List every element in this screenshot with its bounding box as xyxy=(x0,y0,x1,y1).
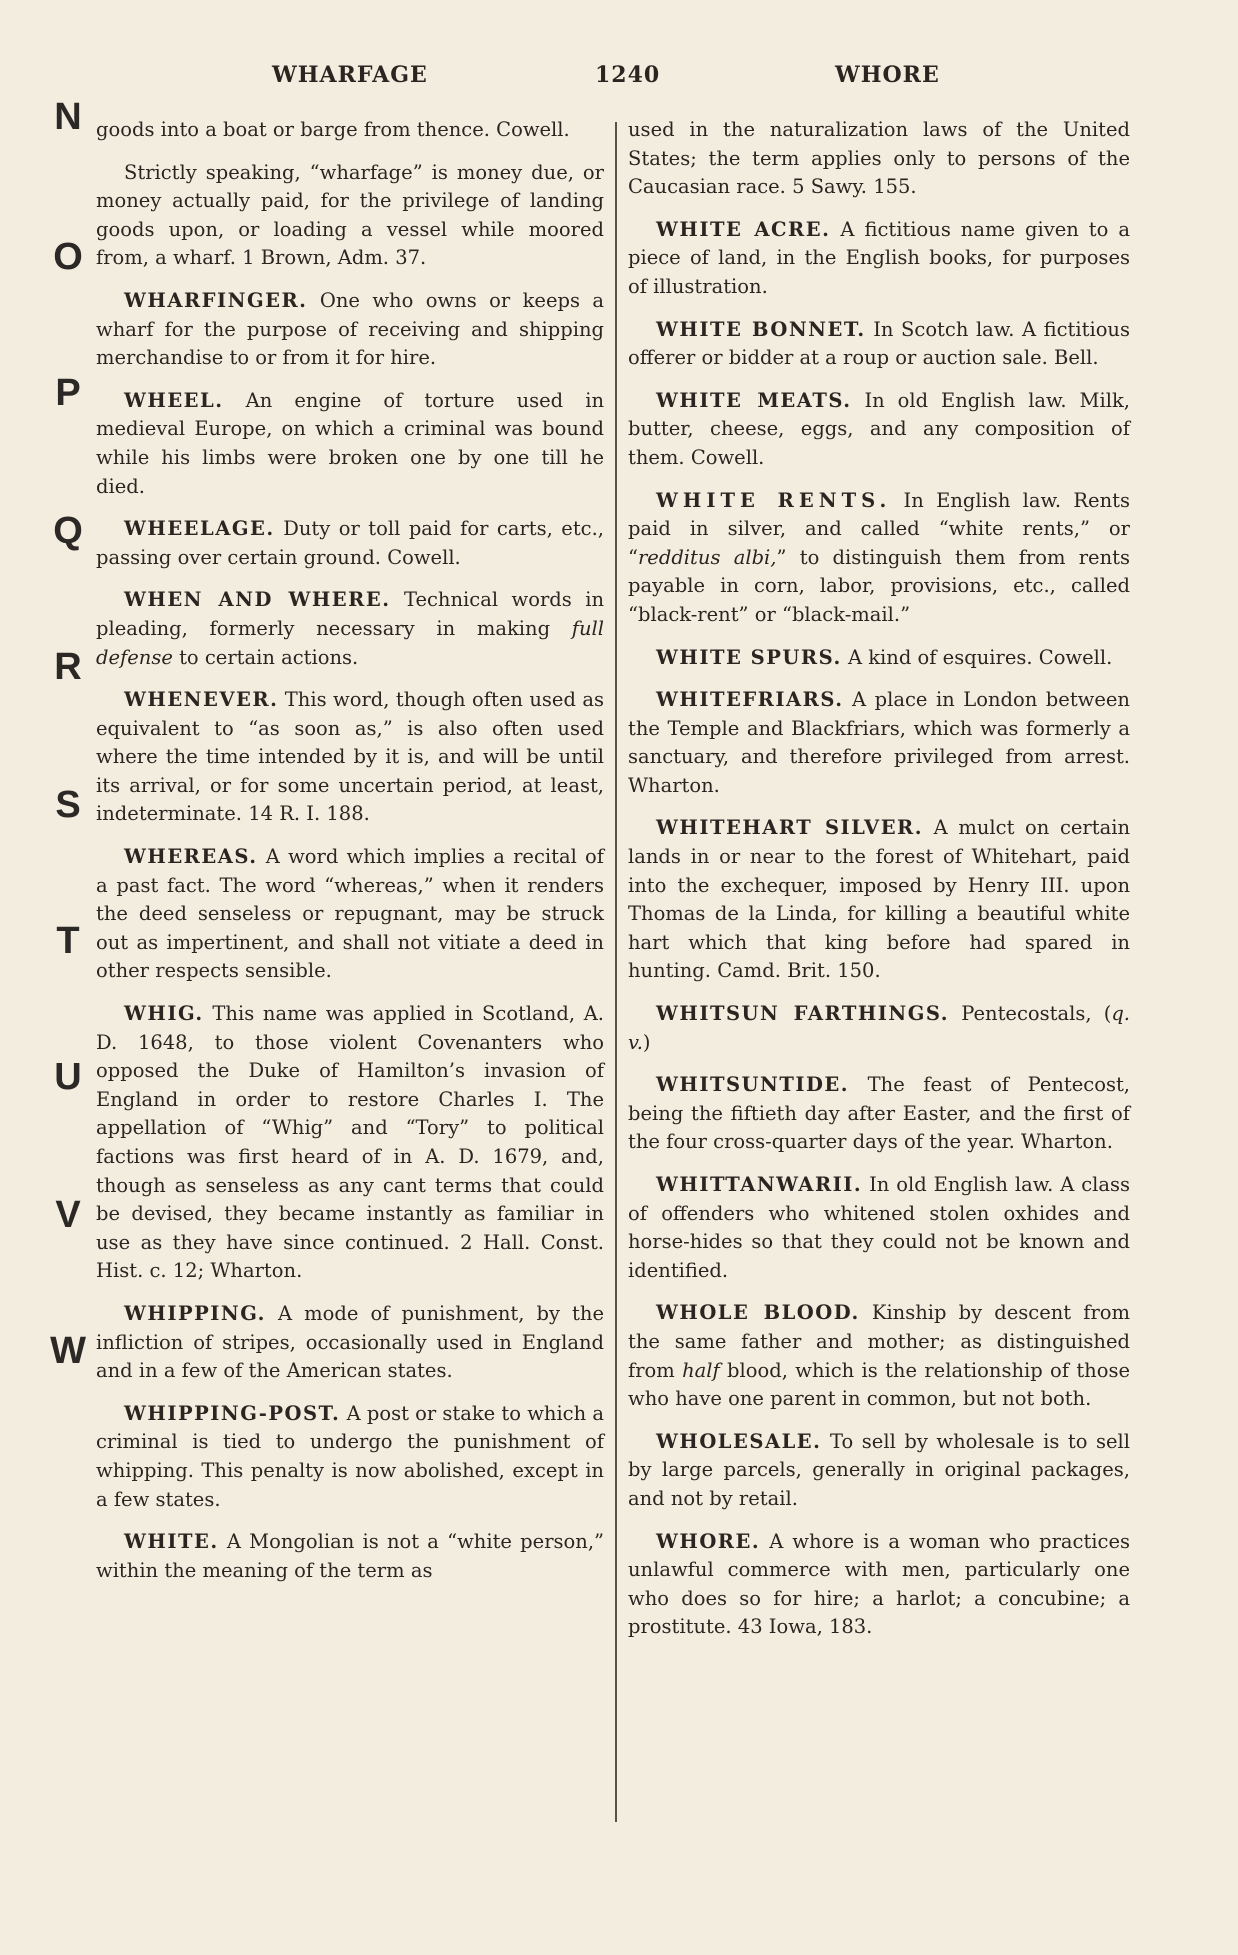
entry-text: To sell by wholesale is to sell by large parcels, generally in original packages, and not by retail. xyxy=(628,1429,1130,1510)
entry-headword: WHENEVER. xyxy=(124,688,279,712)
page-number: 1240 xyxy=(595,62,661,88)
dictionary-entry xyxy=(628,1071,1130,1157)
dictionary-entry xyxy=(96,686,604,829)
thumb-index-o: O xyxy=(53,236,83,278)
entry-text: Kinship by descent from the same father and mother; as distinguished from xyxy=(628,1301,1131,1382)
dictionary-entry xyxy=(628,1171,1130,1285)
dictionary-entry xyxy=(628,1428,1130,1514)
entry-headword: WHIPPING-POST. xyxy=(124,1401,341,1425)
dictionary-entry xyxy=(96,1000,604,1286)
dictionary-entry xyxy=(96,159,604,273)
dictionary-entry xyxy=(96,515,604,572)
entry-italic-term: half xyxy=(682,1358,720,1382)
entry-headword: WHIG. xyxy=(124,1002,204,1026)
dictionary-entry xyxy=(96,1300,604,1386)
entry-italic-term: redditus albi, xyxy=(637,545,777,569)
entry-text: A Mongolian is not a “white person,” within the meaning of the term as xyxy=(96,1530,604,1582)
entry-text: A kind of esquires. Cowell. xyxy=(847,645,1113,669)
entry-text: A mode of punishment, by the infliction of stripes, occasionally used in England and in a few of the American states. xyxy=(96,1301,604,1383)
entry-headword: WHARFINGER. xyxy=(124,288,308,312)
dictionary-entry xyxy=(628,1000,1130,1057)
entry-text-tail: to certain actions. xyxy=(172,645,359,669)
entry-text: This name was applied in Scotland, A. D. 1648, to those violent Covenanters who opposed the Duke of Hamilton’s invasion of England in order to restore Charles I. The appellation of “Whig” and “Tory” to political factions was first heard of in A. D. 1679, and, though as senseless as any cant terms that could be devised, they became instantly as familiar in use as they have since continued. 2 Hall. Const. Hist. c. 12; Wharton. xyxy=(96,1002,604,1283)
dictionary-entry xyxy=(96,387,604,501)
entry-text-tail: ) xyxy=(642,1030,651,1054)
thumb-index-q: Q xyxy=(53,510,83,552)
thumb-index-r: R xyxy=(54,646,82,688)
thumb-index-p: P xyxy=(55,372,81,414)
entry-text-tail: blood, which is the relationship of those who have one parent in common, but not both. xyxy=(628,1358,1131,1411)
entry-text: The feast of Pentecost, being the fiftieth day after Easter, and the first of the four cross-quarter days of the year. Wharton. xyxy=(628,1073,1130,1154)
entry-text: used in the naturalization laws of the United States; the term applies only to persons of the Caucasian race. 5 Sawy. 155. xyxy=(628,118,1130,199)
dictionary-entry xyxy=(628,814,1130,986)
entry-headword: WHITEHART SILVER. xyxy=(656,816,924,840)
column-rule xyxy=(615,122,617,1822)
dictionary-entry xyxy=(628,686,1130,800)
entry-text: Pentecostals, ( xyxy=(961,1002,1112,1026)
entry-headword: WHITE MEATS. xyxy=(656,388,852,412)
dictionary-entry xyxy=(628,1528,1130,1642)
entry-headword: WHIPPING. xyxy=(124,1301,266,1325)
dictionary-entry xyxy=(96,843,604,986)
entry-italic-term: q. v. xyxy=(628,1002,1130,1054)
entry-text: Strictly speaking, “wharfage” is money due, or money actually paid, for the privilege of landing goods upon, or loading a vessel while moored from, a wharf. 1 Brown, Adm. 37. xyxy=(96,160,604,270)
dictionary-entry xyxy=(96,586,604,672)
running-head-left: WHARFAGE xyxy=(272,62,428,88)
thumb-index-w: W xyxy=(50,1330,86,1372)
dictionary-entry xyxy=(628,1299,1130,1413)
entry-headword: WHITE. xyxy=(124,1530,219,1554)
right-column xyxy=(628,116,1130,1656)
entry-text: An engine of torture used in medieval Europe, on which a criminal was bound while his limbs were broken one by one till he died. xyxy=(96,388,605,498)
dictionary-entry xyxy=(628,216,1130,302)
entry-text: In Scotch law. A fictitious offerer or bidder at a roup or auction sale. Bell. xyxy=(628,317,1130,370)
left-column xyxy=(96,116,604,1599)
dictionary-entry xyxy=(628,644,1130,673)
dictionary-entry xyxy=(628,316,1130,373)
entry-headword: WHEN AND WHERE. xyxy=(124,588,391,612)
entry-headword: WHITSUN FARTHINGS. xyxy=(656,1002,950,1026)
thumb-index-v: V xyxy=(55,1194,81,1236)
entry-headword: WHEELAGE. xyxy=(124,517,275,541)
entry-text: This word, though often used as equivalent to “as soon as,” is also often used where the time intended by it is, and will be until its arrival, or for some uncertain period, at least, indeterminate. 14 R. I. 188. xyxy=(96,688,604,826)
entry-headword: WHITEFRIARS. xyxy=(656,688,844,712)
entry-headword: WHOLE BLOOD. xyxy=(656,1301,860,1325)
entry-text: goods into a boat or barge from thence. Cowell. xyxy=(96,118,570,141)
dictionary-entry xyxy=(96,1400,604,1514)
entry-text-tail: ” to distinguish them from rents payable in corn, labor, provisions, etc., called “black-rent” or “black-mail.” xyxy=(628,545,1130,626)
entry-text: In old English law. A class of offenders who whitened stolen oxhides and horse-hides so that they could not be known and identified. xyxy=(628,1173,1130,1282)
entry-headword: WHITE SPURS. xyxy=(656,645,842,669)
entry-headword: WHEEL. xyxy=(124,388,224,412)
entry-headword: WHITE BONNET. xyxy=(656,317,866,341)
entry-headword: WHITSUNTIDE. xyxy=(656,1073,850,1097)
entry-text: In English law. Rents paid in silver, and called “white rents,” or “ xyxy=(628,488,1130,569)
entry-text: In old English law. Milk, butter, cheese, eggs, and any composition of them. Cowell. xyxy=(628,388,1130,469)
entry-text: Duty or toll paid for carts, etc., passing over certain ground. Cowell. xyxy=(96,517,605,569)
entry-headword: WHORE. xyxy=(656,1529,761,1553)
thumb-index-t: T xyxy=(56,920,80,962)
entry-headword: WHEREAS. xyxy=(124,845,258,869)
thumb-index-n: N xyxy=(54,96,82,138)
thumb-index-u: U xyxy=(54,1056,82,1098)
entry-italic-term: full defense xyxy=(96,616,604,669)
entry-headword: WHOLESALE. xyxy=(656,1429,822,1453)
dictionary-entry xyxy=(628,487,1130,630)
thumb-index-s: S xyxy=(55,784,81,826)
running-head-right: WHORE xyxy=(835,62,940,88)
dictionary-entry xyxy=(96,116,604,145)
dictionary-entry xyxy=(628,116,1130,202)
dictionary-entry xyxy=(96,287,604,373)
entry-headword: WHITE RENTS. xyxy=(656,488,892,512)
entry-text: A word which implies a recital of a past fact. The word “whereas,” when it renders the deed senseless or repugnant, may be struck out as impertinent, and shall not vitiate a deed in other respects sensible. xyxy=(96,845,604,983)
entry-text: A whore is a woman who practices unlawful commerce with men, particularly one who does so for hire; a harlot; a concubine; a prostitute. 43 Iowa, 183. xyxy=(628,1529,1131,1639)
entry-headword: WHITTANWARII. xyxy=(656,1173,863,1196)
dictionary-entry xyxy=(96,1528,604,1585)
entry-text: One who owns or keeps a wharf for the purpose of receiving and shipping merchandise to or from it for hire. xyxy=(96,288,605,370)
entry-text: A mulct on certain lands in or near to the forest of Whitehart, paid into the exchequer, imposed by Henry III. upon Thomas de la Linda, for killing a beautiful white hart which that king before had spared in hunting. Camd. Brit. 150. xyxy=(628,816,1130,983)
entry-text: A place in London between the Temple and Blackfriars, which was formerly a sanctuary, and therefore privileged from arrest. Wharton. xyxy=(628,688,1130,797)
entry-headword: WHITE ACRE. xyxy=(656,217,831,241)
entry-text: Technical words in pleading, formerly necessary in making xyxy=(96,588,605,640)
entry-text: A fictitious name given to a piece of land, in the English books, for purposes of illustration. xyxy=(628,217,1130,298)
entry-text: A post or stake to which a criminal is tied to undergo the punishment of whipping. This penalty is now abolished, except in a few states. xyxy=(96,1401,604,1511)
dictionary-entry xyxy=(628,387,1130,473)
